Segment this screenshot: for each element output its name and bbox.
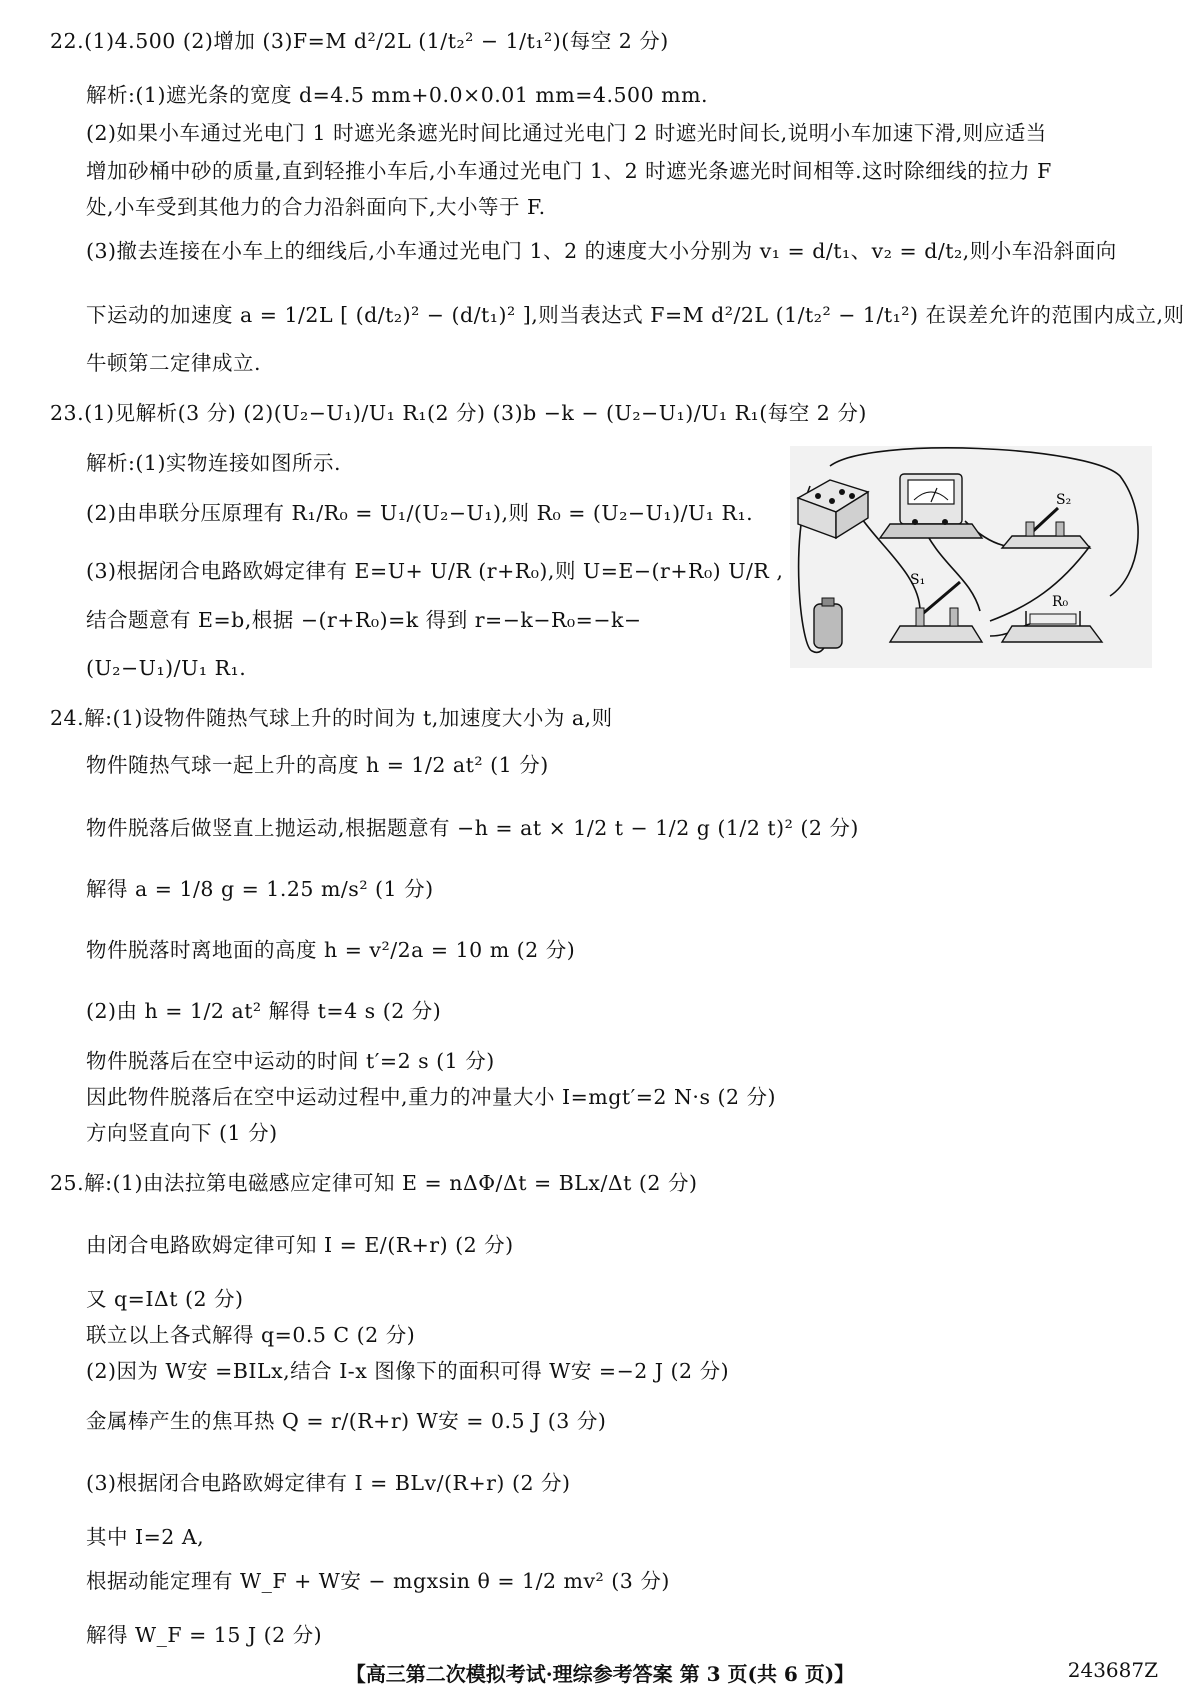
s2-label: S₂ bbox=[1056, 492, 1072, 508]
answer-line: (3)撤去连接在小车上的细线后,小车通过光电门 1、2 的速度大小分别为 v₁ = d/t₁、v₂ = d/t₂,则小车沿斜面向 bbox=[86, 239, 1117, 263]
answer-line: 22.(1)4.500 (2)增加 (3)F=M d²/2L (1/t₂² − 1/t₁²)(每空 2 分) bbox=[50, 29, 669, 53]
document-code: 243687Z bbox=[1067, 1658, 1158, 1682]
answer-line: 因此物件脱落后在空中运动过程中,重力的冲量大小 I=mgt′=2 N·s (2 分) bbox=[86, 1085, 777, 1109]
circuit-diagram bbox=[790, 446, 1152, 668]
answer-line: 解析:(1)实物连接如图所示. bbox=[86, 451, 341, 475]
answer-line: (3)根据闭合电路欧姆定律有 E=U+ U/R (r+R₀),则 U=E−(r+R₀) U/R , bbox=[86, 559, 784, 583]
answer-line: 联立以上各式解得 q=0.5 C (2 分) bbox=[86, 1323, 416, 1347]
r0-label: R₀ bbox=[1052, 594, 1069, 610]
answer-line: 金属棒产生的焦耳热 Q = r/(R+r) W安 = 0.5 J (3 分) bbox=[86, 1409, 607, 1433]
answer-line: 物件脱落后在空中运动的时间 t′=2 s (1 分) bbox=[86, 1049, 495, 1073]
answer-line: 物件脱落时离地面的高度 h = v²/2a = 10 m (2 分) bbox=[86, 938, 576, 962]
answer-line: 23.(1)见解析(3 分) (2)(U₂−U₁)/U₁ R₁(2 分) (3)b −k − (U₂−U₁)/U₁ R₁(每空 2 分) bbox=[50, 401, 867, 425]
answer-line: (2)由串联分压原理有 R₁/R₀ = U₁/(U₂−U₁),则 R₀ = (U₂−U₁)/U₁ R₁. bbox=[86, 501, 754, 525]
answer-line: (2)因为 W安 =BILx,结合 I-x 图像下的面积可得 W安 =−2 J (2 分) bbox=[86, 1359, 730, 1383]
battery-cell bbox=[814, 598, 842, 648]
answer-line: 下运动的加速度 a = 1/2L [ (d/t₂)² − (d/t₁)² ],则当表达式 F=M d²/2L (1/t₂² − 1/t₁²) 在误差允许的范围内成立,则 bbox=[86, 303, 1185, 327]
answer-line: 牛顿第二定律成立. bbox=[86, 351, 262, 375]
answer-line: 物件随热气球一起上升的高度 h = 1/2 at² (1 分) bbox=[86, 753, 549, 777]
answer-line: 增加砂桶中砂的质量,直到轻推小车后,小车通过光电门 1、2 时遮光条遮光时间相等.这时除细线的拉力 F bbox=[86, 159, 1052, 183]
answer-line: 又 q=IΔt (2 分) bbox=[86, 1287, 244, 1311]
answer-line: (2)由 h = 1/2 at² 解得 t=4 s (2 分) bbox=[86, 999, 442, 1023]
answer-line: 结合题意有 E=b,根据 −(r+R₀)=k 得到 r=−k−R₀=−k− bbox=[86, 608, 642, 632]
answer-line: (2)如果小车通过光电门 1 时遮光条遮光时间比通过光电门 2 时遮光时间长,说明小车加速下滑,则应适当 bbox=[86, 121, 1047, 145]
answer-line: 物件脱落后做竖直上抛运动,根据题意有 −h = at × 1/2 t − 1/2 g (1/2 t)² (2 分) bbox=[86, 816, 859, 840]
answer-line: 由闭合电路欧姆定律可知 I = E/(R+r) (2 分) bbox=[86, 1233, 514, 1257]
page-footer: 【高三第二次模拟考试·理综参考答案 第 3 页(共 6 页)】 bbox=[345, 1662, 855, 1686]
answer-line: (3)根据闭合电路欧姆定律有 I = BLv/(R+r) (2 分) bbox=[86, 1471, 571, 1495]
answer-line: (U₂−U₁)/U₁ R₁. bbox=[86, 656, 247, 680]
answer-line: 25.解:(1)由法拉第电磁感应定律可知 E = nΔΦ/Δt = BLx/Δt (2 分) bbox=[50, 1171, 698, 1195]
answer-line: 方向竖直向下 (1 分) bbox=[86, 1121, 278, 1145]
answer-line: 解析:(1)遮光条的宽度 d=4.5 mm+0.0×0.01 mm=4.500 mm. bbox=[86, 83, 709, 107]
answer-line: 处,小车受到其他力的合力沿斜面向下,大小等于 F. bbox=[86, 195, 546, 219]
answer-line: 解得 a = 1/8 g = 1.25 m/s² (1 分) bbox=[86, 877, 434, 901]
s1-label: S₁ bbox=[910, 572, 926, 588]
answer-line: 24.解:(1)设物件随热气球上升的时间为 t,加速度大小为 a,则 bbox=[50, 706, 613, 730]
answer-line: 其中 I=2 A, bbox=[86, 1525, 205, 1549]
answer-line: 解得 W_F = 15 J (2 分) bbox=[86, 1623, 323, 1647]
answer-line: 根据动能定理有 W_F + W安 − mgxsin θ = 1/2 mv² (3 分) bbox=[86, 1569, 670, 1593]
